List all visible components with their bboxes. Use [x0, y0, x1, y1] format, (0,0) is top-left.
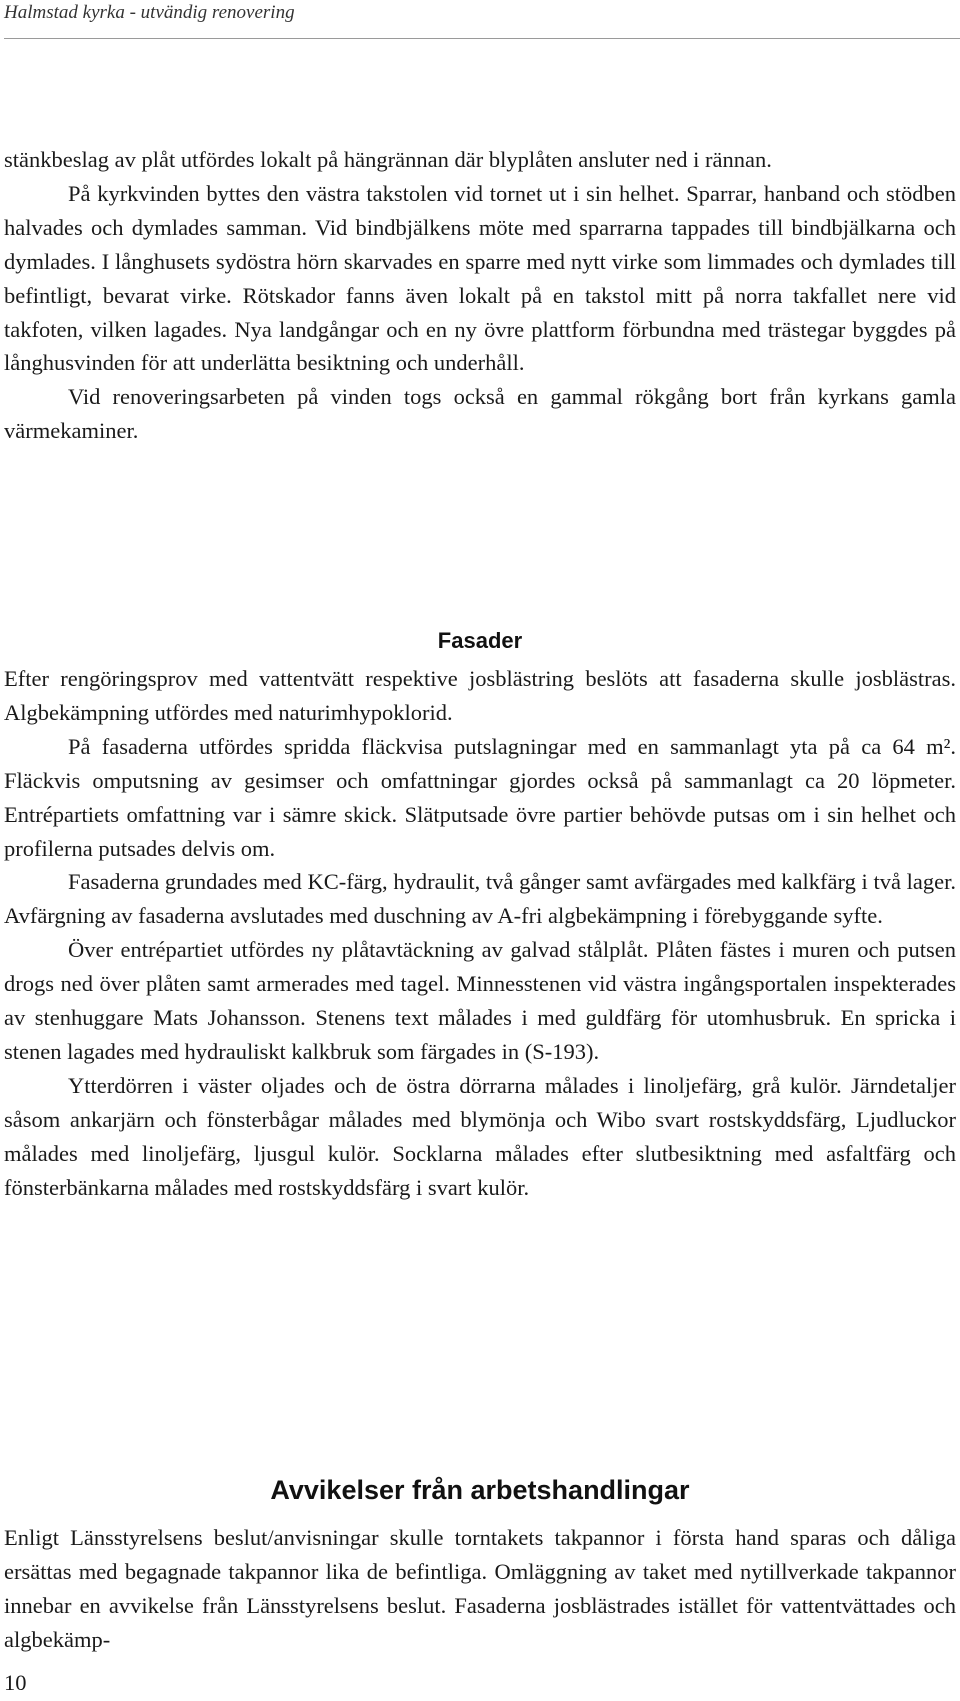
paragraph: Över entrépartiet utfördes ny plåtavtäckning av galvad stålplåt. Plåten fästes i muren och putsen drogs ned över plåten samt armerades med tagel. Minnesstenen vid västra ingångsportalen inspekterades av stenhuggare Mats Johansson. Stenens text målades i med guldfärg för utomhusbruk. En spricka i stenen lagades med hydrauliskt kalkbruk som färgades in (S-193).	[4, 937, 956, 1064]
paragraph: På kyrkvinden byttes den västra takstolen vid tornet ut i sin helhet. Sparrar, hanband och stödben halvades och dymlades samman. Vid bindbjälkens möte med sparrarna tappades till bindbjälkarna och dymlades. I långhusets sydöstra hörn skarvades en sparre med nytt virke som limmades och dymlades till befintligt, bevarat virke. Rötskador fanns även lokalt på en takstol mitt på norra takfallet nere vid takfoten, vilken lagades. Nya landgångar och en ny övre plattform förbundna med trästegar byggdes på långhusvinden för att underlätta besiktning och underhåll.	[4, 180, 956, 376]
paragraph: Enligt Länsstyrelsens beslut/anvisningar skulle torntakets takpannor i första hand sparas och dåliga ersättas med begagnade takpannor lika de befintliga. Omläggning av taket med nytillverkade takpannor innebar en avvikelse från Länsstyrelsens beslut. Fasaderna josblästrades istället för vattentvättades och algbekämp-	[4, 1525, 956, 1652]
running-header	[4, 0, 960, 39]
page-number: 10	[4, 1670, 27, 1695]
section-heading-avvikelser: Avvikelser från arbetshandlingar	[270, 1475, 690, 1505]
paragraph: stänkbeslag av plåt utfördes lokalt på hängrännan där blyplåten ansluter ned i rännan.	[4, 147, 772, 172]
section-heading-fasader: Fasader	[437, 628, 523, 653]
running-header-title: Halmstad kyrka - utvändig renovering	[4, 2, 295, 23]
paragraph: Fasaderna grundades med KC-färg, hydraulit, två gånger samt avfärgades med kalkfärg i två lager. Avfärgning av fasaderna avslutades med duschning av A-fri algbekämpning i förebyggande syfte.	[4, 869, 956, 929]
section-fasader	[4, 662, 956, 1205]
paragraph: På fasaderna utfördes spridda fläckvisa putslagningar med en sammanlagt yta på ca 64 m². Fläckvis omputsning av gesimser och omfattningar gjordes också på sammanlagt ca 20 löpmeter. Entrépartiets omfattning var i sämre skick. Slätputsade övre partier behövde putsas om i sin helhet och profilerna putsades delvis om.	[4, 733, 956, 861]
paragraph: Ytterdörren i väster oljades och de östra dörrarna målades i linoljefärg, grå kulör. Järndetaljer såsom ankarjärn och fönsterbågar målades med blymönja och Wibo svart rostskyddsfärg, Ljudluckor målades med linoljefärg, ljusgul kulör. Socklarna målades efter slutbesiktning med asfaltfärg och fönsterbänkarna målades med rostskyddsfärg i svart kulör.	[4, 1072, 956, 1200]
section-roof-continuation	[4, 143, 956, 448]
paragraph: Vid renoveringsarbeten på vinden togs också en gammal rökgång bort från kyrkans gamla värmekaminer.	[4, 384, 956, 444]
paragraph: Efter rengöringsprov med vattentvätt respektive josblästring beslöts att fasaderna skulle josblästras. Algbekämpning utfördes med naturimhypoklorid.	[4, 666, 956, 725]
section-avvikelser	[4, 1521, 956, 1657]
